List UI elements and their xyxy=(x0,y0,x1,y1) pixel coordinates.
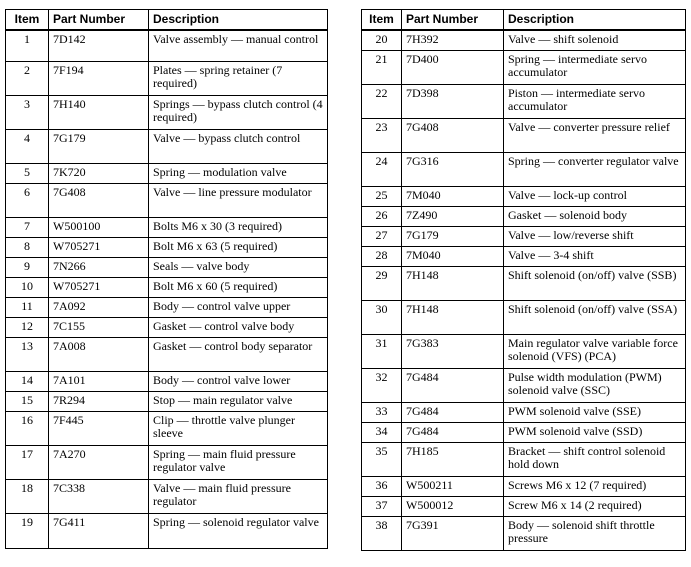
table-row xyxy=(362,476,686,496)
description-cell: Spring — solenoid regulator valve xyxy=(149,513,328,548)
description-cell: Bolt M6 x 63 (5 required) xyxy=(149,237,328,257)
part-number-cell: W500100 xyxy=(49,217,149,237)
description-cell: Gasket — control valve body xyxy=(149,317,328,337)
part-number-cell: 7G179 xyxy=(402,226,504,246)
item-number-cell: 38 xyxy=(362,516,402,550)
description-cell: Valve — low/reverse shift xyxy=(504,226,686,246)
table-row xyxy=(362,226,686,246)
table-row xyxy=(362,246,686,266)
part-number-cell: 7H148 xyxy=(402,266,504,300)
part-number-cell: 7G383 xyxy=(402,334,504,368)
part-number-cell: 7G484 xyxy=(402,422,504,442)
part-number-cell: 7G391 xyxy=(402,516,504,550)
header-row xyxy=(6,10,328,31)
item-number-cell: 36 xyxy=(362,476,402,496)
description-cell: Body — control valve lower xyxy=(149,371,328,391)
item-number-cell: 15 xyxy=(6,391,49,411)
item-number-cell: 10 xyxy=(6,277,49,297)
table-row xyxy=(362,118,686,152)
header-row xyxy=(362,10,686,31)
item-number-cell: 30 xyxy=(362,300,402,334)
table-row xyxy=(362,152,686,186)
description-cell: Spring — converter regulator valve xyxy=(504,152,686,186)
part-number-cell: 7H392 xyxy=(402,30,504,50)
description-cell: Gasket — solenoid body xyxy=(504,206,686,226)
description-cell: Spring — intermediate servo accumulator xyxy=(504,50,686,84)
table-row xyxy=(6,30,328,61)
item-number-cell: 37 xyxy=(362,496,402,516)
item-number-cell: 16 xyxy=(6,411,49,445)
description-cell: Springs — bypass clutch control (4 required) xyxy=(149,95,328,129)
part-number-cell: 7F194 xyxy=(49,61,149,95)
item-number-cell: 35 xyxy=(362,442,402,476)
item-number-cell: 33 xyxy=(362,402,402,422)
table-row xyxy=(6,479,328,513)
part-number-cell: 7A270 xyxy=(49,445,149,479)
description-cell: Valve — converter pressure relief xyxy=(504,118,686,152)
part-number-cell: 7A008 xyxy=(49,337,149,371)
part-number-cell: 7G316 xyxy=(402,152,504,186)
item-number-cell: 20 xyxy=(362,30,402,50)
part-number-cell: 7H185 xyxy=(402,442,504,476)
table-row xyxy=(6,163,328,183)
item-number-cell: 27 xyxy=(362,226,402,246)
item-number-cell: 34 xyxy=(362,422,402,442)
table-row xyxy=(362,266,686,300)
column-header-part-number: Part Number xyxy=(49,10,149,31)
item-number-cell: 13 xyxy=(6,337,49,371)
part-number-cell: 7D142 xyxy=(49,30,149,61)
part-number-cell: 7N266 xyxy=(49,257,149,277)
description-cell: Valve — line pressure modulator xyxy=(149,183,328,217)
description-cell: Valve — lock-up control xyxy=(504,186,686,206)
table-row xyxy=(362,334,686,368)
description-cell: Shift solenoid (on/off) valve (SSB) xyxy=(504,266,686,300)
item-number-cell: 23 xyxy=(362,118,402,152)
item-number-cell: 25 xyxy=(362,186,402,206)
item-number-cell: 3 xyxy=(6,95,49,129)
part-number-cell: 7Z490 xyxy=(402,206,504,226)
table-row xyxy=(6,297,328,317)
description-cell: Valve — shift solenoid xyxy=(504,30,686,50)
description-cell: Spring — modulation valve xyxy=(149,163,328,183)
description-cell: Valve assembly — manual control xyxy=(149,30,328,61)
description-cell: Pulse width modulation (PWM) solenoid valve (SSC) xyxy=(504,368,686,402)
part-number-cell: 7G408 xyxy=(402,118,504,152)
item-number-cell: 28 xyxy=(362,246,402,266)
description-cell: PWM solenoid valve (SSD) xyxy=(504,422,686,442)
table-row xyxy=(6,183,328,217)
table-row xyxy=(362,368,686,402)
part-number-cell: 7G411 xyxy=(49,513,149,548)
table-row xyxy=(362,422,686,442)
column-header-description: Description xyxy=(504,10,686,31)
parts-table-right xyxy=(361,9,686,551)
description-cell: Clip — throttle valve plunger sleeve xyxy=(149,411,328,445)
column-header-description: Description xyxy=(149,10,328,31)
item-number-cell: 12 xyxy=(6,317,49,337)
part-number-cell: W705271 xyxy=(49,237,149,257)
description-cell: Gasket — control body separator xyxy=(149,337,328,371)
part-number-cell: W705271 xyxy=(49,277,149,297)
table-row xyxy=(6,337,328,371)
item-number-cell: 2 xyxy=(6,61,49,95)
part-number-cell: 7C338 xyxy=(49,479,149,513)
item-number-cell: 4 xyxy=(6,129,49,163)
table-row xyxy=(6,513,328,548)
table-row xyxy=(362,84,686,118)
item-number-cell: 24 xyxy=(362,152,402,186)
column-header-part-number: Part Number xyxy=(402,10,504,31)
description-cell: Valve — 3-4 shift xyxy=(504,246,686,266)
description-cell: Screws M6 x 12 (7 required) xyxy=(504,476,686,496)
table-row xyxy=(6,237,328,257)
part-number-cell: 7R294 xyxy=(49,391,149,411)
item-number-cell: 22 xyxy=(362,84,402,118)
description-cell: Shift solenoid (on/off) valve (SSA) xyxy=(504,300,686,334)
description-cell: Body — solenoid shift throttle pressure xyxy=(504,516,686,550)
item-number-cell: 14 xyxy=(6,371,49,391)
item-number-cell: 11 xyxy=(6,297,49,317)
description-cell: Piston — intermediate servo accumulator xyxy=(504,84,686,118)
item-number-cell: 6 xyxy=(6,183,49,217)
description-cell: Bracket — shift control solenoid hold down xyxy=(504,442,686,476)
table-row xyxy=(362,50,686,84)
item-number-cell: 17 xyxy=(6,445,49,479)
table-row xyxy=(362,516,686,550)
item-number-cell: 31 xyxy=(362,334,402,368)
table-row xyxy=(6,277,328,297)
table-row xyxy=(6,257,328,277)
table-row xyxy=(6,371,328,391)
part-number-cell: 7M040 xyxy=(402,246,504,266)
part-number-cell: 7G408 xyxy=(49,183,149,217)
part-number-cell: 7A101 xyxy=(49,371,149,391)
description-cell: Body — control valve upper xyxy=(149,297,328,317)
table-row xyxy=(362,442,686,476)
description-cell: Valve — main fluid pressure regulator xyxy=(149,479,328,513)
item-number-cell: 26 xyxy=(362,206,402,226)
table-row xyxy=(6,445,328,479)
part-number-cell: 7H148 xyxy=(402,300,504,334)
item-number-cell: 18 xyxy=(6,479,49,513)
column-header-item: Item xyxy=(362,10,402,31)
table-row xyxy=(362,496,686,516)
description-cell: Screw M6 x 14 (2 required) xyxy=(504,496,686,516)
part-number-cell: W500012 xyxy=(402,496,504,516)
description-cell: PWM solenoid valve (SSE) xyxy=(504,402,686,422)
item-number-cell: 8 xyxy=(6,237,49,257)
table-row xyxy=(6,95,328,129)
description-cell: Bolt M6 x 60 (5 required) xyxy=(149,277,328,297)
table-row xyxy=(362,30,686,50)
description-cell: Stop — main regulator valve xyxy=(149,391,328,411)
part-number-cell: 7G484 xyxy=(402,402,504,422)
table-row xyxy=(362,206,686,226)
table-row xyxy=(6,129,328,163)
item-number-cell: 32 xyxy=(362,368,402,402)
parts-table-left xyxy=(5,9,328,549)
item-number-cell: 21 xyxy=(362,50,402,84)
description-cell: Seals — valve body xyxy=(149,257,328,277)
item-number-cell: 9 xyxy=(6,257,49,277)
table-row xyxy=(6,61,328,95)
table-row xyxy=(362,186,686,206)
description-cell: Bolts M6 x 30 (3 required) xyxy=(149,217,328,237)
table-row xyxy=(6,317,328,337)
item-number-cell: 5 xyxy=(6,163,49,183)
part-number-cell: 7H140 xyxy=(49,95,149,129)
part-number-cell: W500211 xyxy=(402,476,504,496)
part-number-cell: 7M040 xyxy=(402,186,504,206)
item-number-cell: 7 xyxy=(6,217,49,237)
item-number-cell: 1 xyxy=(6,30,49,61)
part-number-cell: 7G484 xyxy=(402,368,504,402)
item-number-cell: 19 xyxy=(6,513,49,548)
part-number-cell: 7D398 xyxy=(402,84,504,118)
description-cell: Plates — spring retainer (7 required) xyxy=(149,61,328,95)
part-number-cell: 7D400 xyxy=(402,50,504,84)
table-row xyxy=(6,411,328,445)
part-number-cell: 7K720 xyxy=(49,163,149,183)
table-row xyxy=(362,402,686,422)
part-number-cell: 7G179 xyxy=(49,129,149,163)
column-header-item: Item xyxy=(6,10,49,31)
part-number-cell: 7F445 xyxy=(49,411,149,445)
description-cell: Main regulator valve variable force solenoid (VFS) (PCA) xyxy=(504,334,686,368)
item-number-cell: 29 xyxy=(362,266,402,300)
table-row xyxy=(362,300,686,334)
table-row xyxy=(6,391,328,411)
part-number-cell: 7C155 xyxy=(49,317,149,337)
table-row xyxy=(6,217,328,237)
description-cell: Spring — main fluid pressure regulator valve xyxy=(149,445,328,479)
description-cell: Valve — bypass clutch control xyxy=(149,129,328,163)
part-number-cell: 7A092 xyxy=(49,297,149,317)
